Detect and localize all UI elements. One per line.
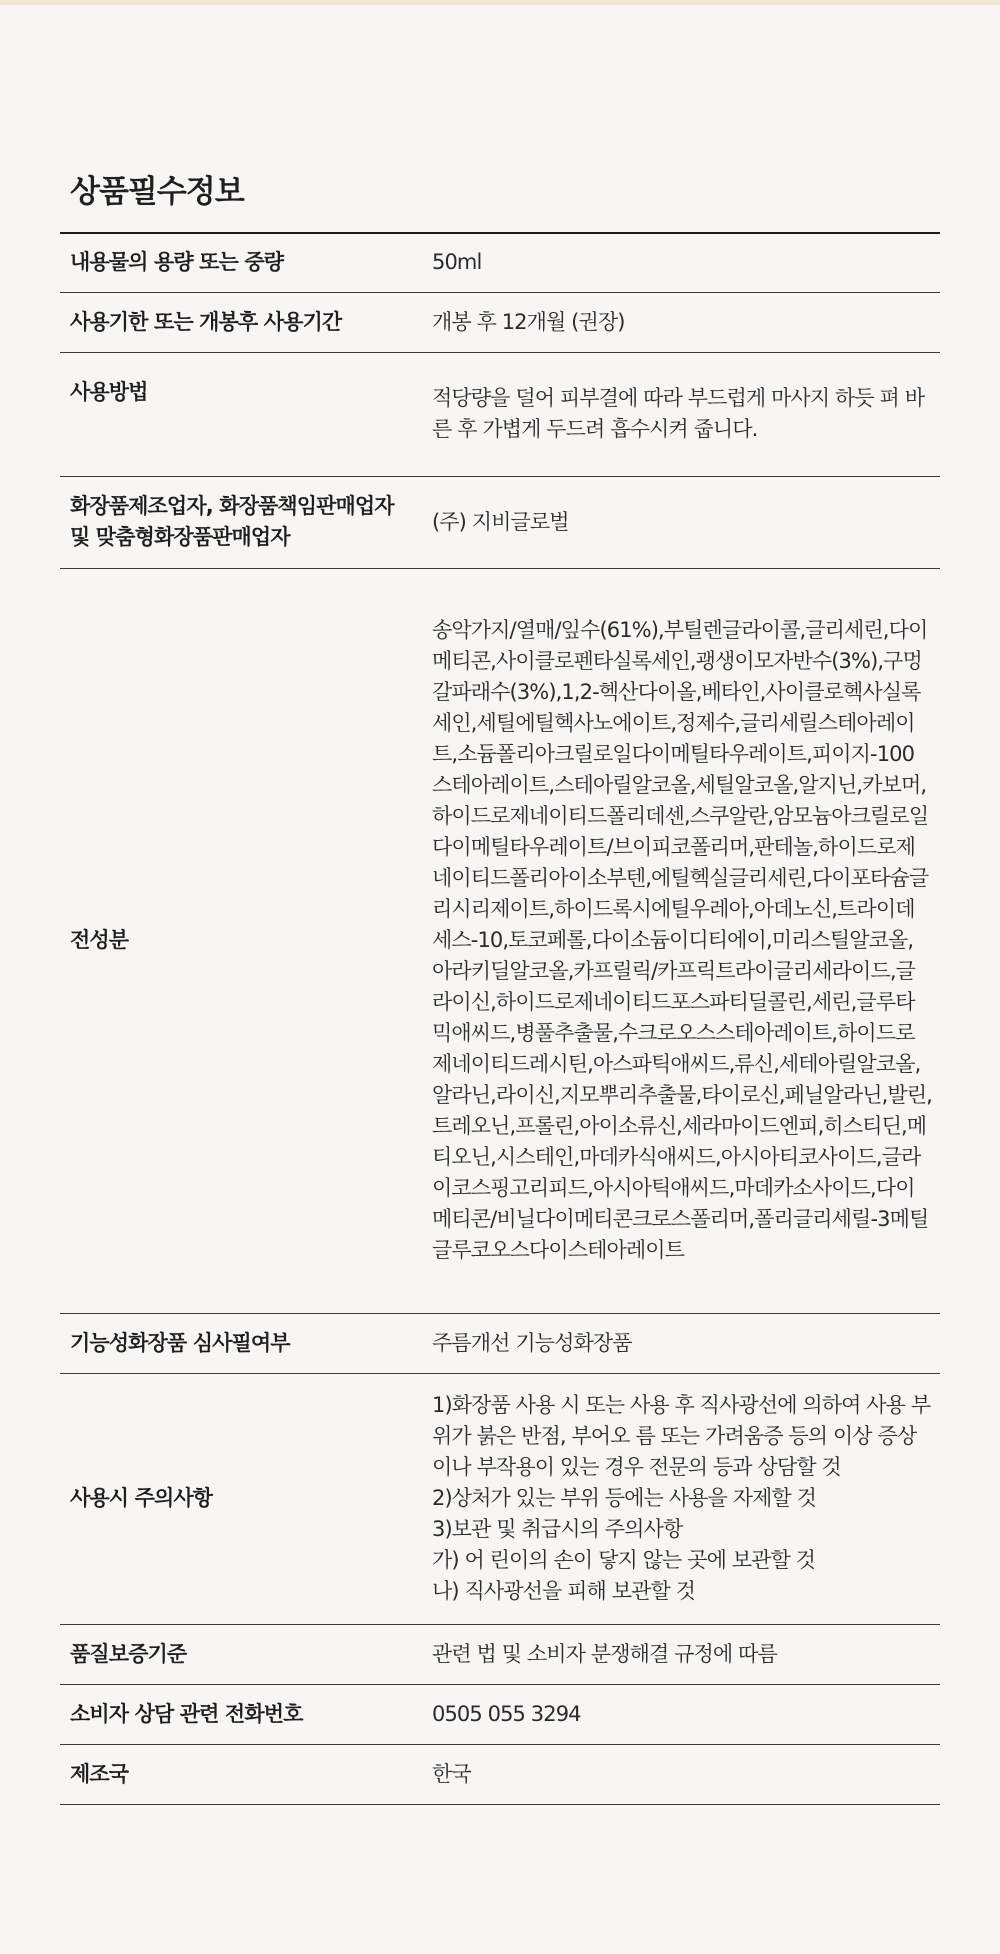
product-info-table [60, 232, 940, 1805]
top-decorative-strip [0, 0, 1000, 5]
table-row [60, 1624, 940, 1684]
row-label: 품질보증기준 [70, 1641, 187, 1666]
row-value: 개봉 후 12개월 (권장) [432, 309, 625, 334]
row-label: 사용방법 [70, 379, 148, 404]
row-label: 내용물의 용량 또는 중량 [70, 250, 284, 275]
row-value: 1)화장품 사용 시 또는 사용 후 직사광선에 의하여 사용 부위가 붉은 반점, 부어오 름 또는 가려움증 등의 이상 증상이나 부작용이 있는 경우 전문의 등과 상담할 것 2)상처가 있는 부위 등에는 사용을 자제할 것 3)보관 및 취급시의 주의사항 가) 어 린이의 손이 닿지 않는 곳에 보관할 것 나) 직사광선을 피해 보관할 것 [432, 1393, 931, 1603]
row-value: 0505 055 3294 [432, 1701, 581, 1726]
table-row [60, 352, 940, 476]
row-value: 적당량을 덜어 피부결에 따라 부드럽게 마사지 하듯 펴 바른 후 가볍게 두드려 흡수시켜 줍니다. [432, 386, 925, 441]
table-row [60, 1744, 940, 1804]
row-value: 한국 [432, 1761, 471, 1786]
table-row [60, 1313, 940, 1373]
table-row [60, 233, 940, 292]
table-row [60, 1373, 940, 1624]
row-label: 소비자 상담 관련 전화번호 [70, 1701, 303, 1726]
section-title: 상품필수정보 [70, 174, 244, 210]
row-label: 사용기한 또는 개봉후 사용기간 [70, 309, 342, 334]
table-row [60, 1684, 940, 1744]
row-label: 전성분 [70, 928, 129, 952]
row-label: 사용시 주의사항 [70, 1486, 213, 1510]
table-row [60, 476, 940, 568]
row-value: 50ml [432, 250, 482, 275]
row-value: 송악가지/열매/잎수(61%),부틸렌글라이콜,글리세린,다이메티콘,사이클로펜타실록세인,괭생이모자반수(3%),구멍갈파래수(3%),1,2-헥산다이올,베타인,사이클로헥사실록세인,세틸에틸헥사노에이트,정제수,글리세릴스테아레이트,소듐폴리아크릴로일다이메틸타우레이트,피이지-100스테아레이트,스테아릴알코올,세틸알코올,알지닌,카보머,하이드로제네이티드폴리데센,스쿠알란,암모늄아크릴로일다이메틸타우레이트/브이피코폴리머,판테놀,하이드로제네이티드폴리아이소부텐,에틸헥실글리세린,다이포타슘글리시리제이트,하이드록시에틸우레아,아데노신,트라이데세스-10,토코페롤,다이소듐이디티에이,미리스틸알코올,아라키딜알코올,카프릴릭/카프릭트라이글리세라이드,글라이신,하이드로제네이티드포스파티딜콜린,세린,글루타믹애씨드,병풀추출물,수크로오스스테아레이트,하이드로제네이티드레시틴,아스파틱애씨드,류신,세테아릴알코올,알라닌,라이신,지모뿌리추출물,타이로신,페닐알라닌,발린,트레오닌,프롤린,아이소류신,세라마이드엔피,히스티딘,메티오닌,시스테인,마데카식애씨드,아시아티코사이드,글라이코스핑고리피드,아시아틱애씨드,마데카소사이드,다이메티콘/비닐다이메티콘크로스폴리머,폴리글리세릴-3메틸글루코오스다이스테아레이트 [432, 618, 932, 1262]
row-value: 관련 법 및 소비자 분쟁해결 규정에 따름 [432, 1641, 777, 1666]
row-label: 제조국 [70, 1761, 129, 1786]
row-value: (주) 지비글로벌 [432, 509, 569, 534]
table-row [60, 568, 940, 1313]
row-label: 화장품제조업자, 화장품책임판매업자 및 맞춤형화장품판매업자 [70, 494, 394, 549]
row-value: 주름개선 기능성화장품 [432, 1330, 632, 1355]
row-label: 기능성화장품 심사필여부 [70, 1330, 290, 1355]
table-row [60, 292, 940, 352]
